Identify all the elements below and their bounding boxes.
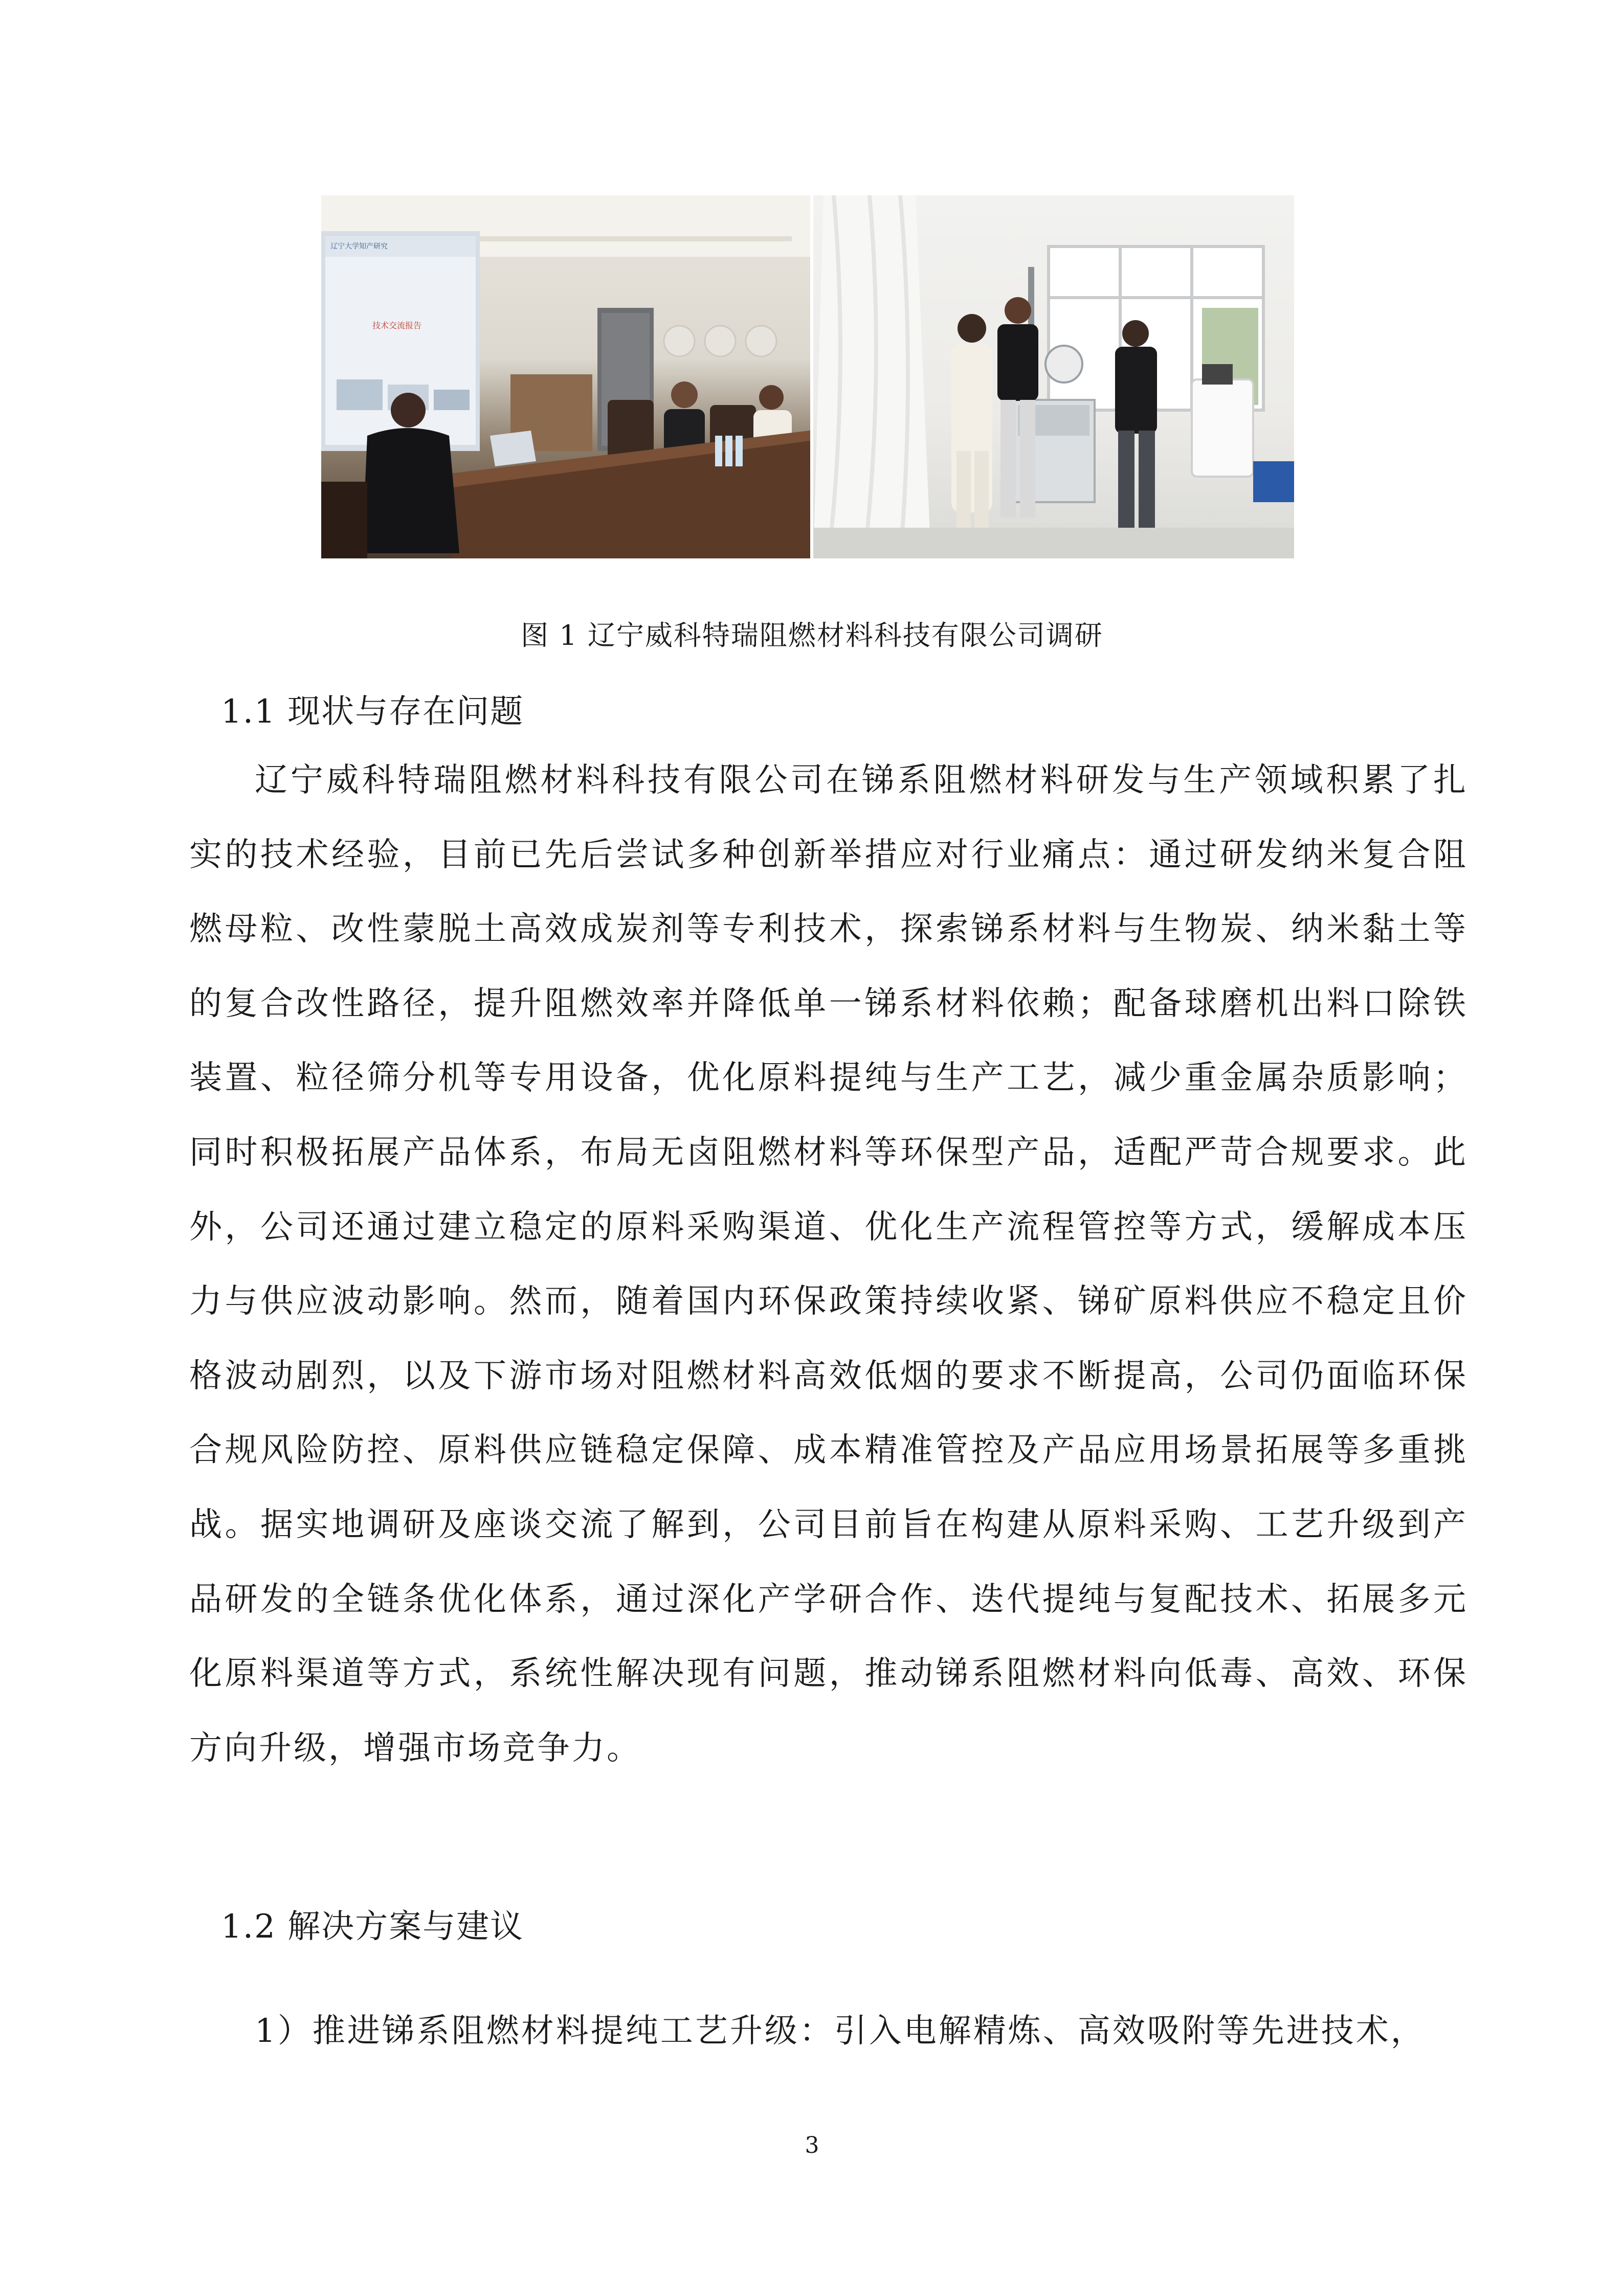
page-number: 3 (805, 2132, 819, 2158)
lab-photo (813, 195, 1294, 558)
section-paragraph-1-1: 辽宁威科特瑞阻燃材料科技有限公司在锑系阻燃材料研发与生产领域积累了扎实的技术经验，目前已先后尝试多种创新举措应对行业痛点：通过研发纳米复合阻燃母粒、改性蒙脱土高效成炭剂等专利技术，探索锑系材料与生物炭、纳米黏土等的复合改性路径，提升阻燃效率并降低单一锑系材料依赖；配备球磨机出料口除铁装置、粒径筛分机等专用设备，优化原料提纯与生产工艺，减少重金属杂质影响；同时积极拓展产品体系，布局无卤阻燃材料等环保型产品，适配严苛合规要求。此外，公司还通过建立稳定的原料采购渠道、优化生产流程管控等方式，缓解成本压力与供应波动影响。然而，随着国内环保政策持续收紧、锑矿原料供应不稳定且价格波动剧烈，以及下游市场对阻燃材料高效低烟的要求不断提高，公司仍面临环保合规风险防控、原料供应链稳定保障、成本精准管控及产品应用场景拓展等多重挑战。据实地调研及座谈交流了解到，公司目前旨在构建从原料采购、工艺升级到产品研发的全链条优化体系，通过深化产学研合作、迭代提纯与复配技术、拓展多元化原料渠道等方式，系统性解决现有问题，推动锑系阻燃材料向低毒、高效、环保方向升级，增强市场竞争力。 (189, 761, 1468, 1767)
section-paragraph-1-2: 1）推进锑系阻燃材料提纯工艺升级：引入电解精炼、高效吸附等先进技术， (255, 2012, 1426, 2050)
screen-title-text: 辽宁大学知产研究 (330, 242, 388, 251)
figure-caption: 图 1 辽宁威科特瑞阻燃材料科技有限公司调研 (521, 619, 1103, 651)
screen-subtitle-text: 技术交流报告 (372, 321, 422, 330)
meeting-room-photo (321, 195, 810, 558)
figure-photos (321, 195, 1294, 558)
meeting-room-illustration (321, 195, 810, 558)
lab-illustration (813, 195, 1294, 558)
section-heading-1-1: 1.1 现状与存在问题 (221, 693, 524, 731)
section-heading-1-2: 1.2 解决方案与建议 (221, 1908, 524, 1946)
